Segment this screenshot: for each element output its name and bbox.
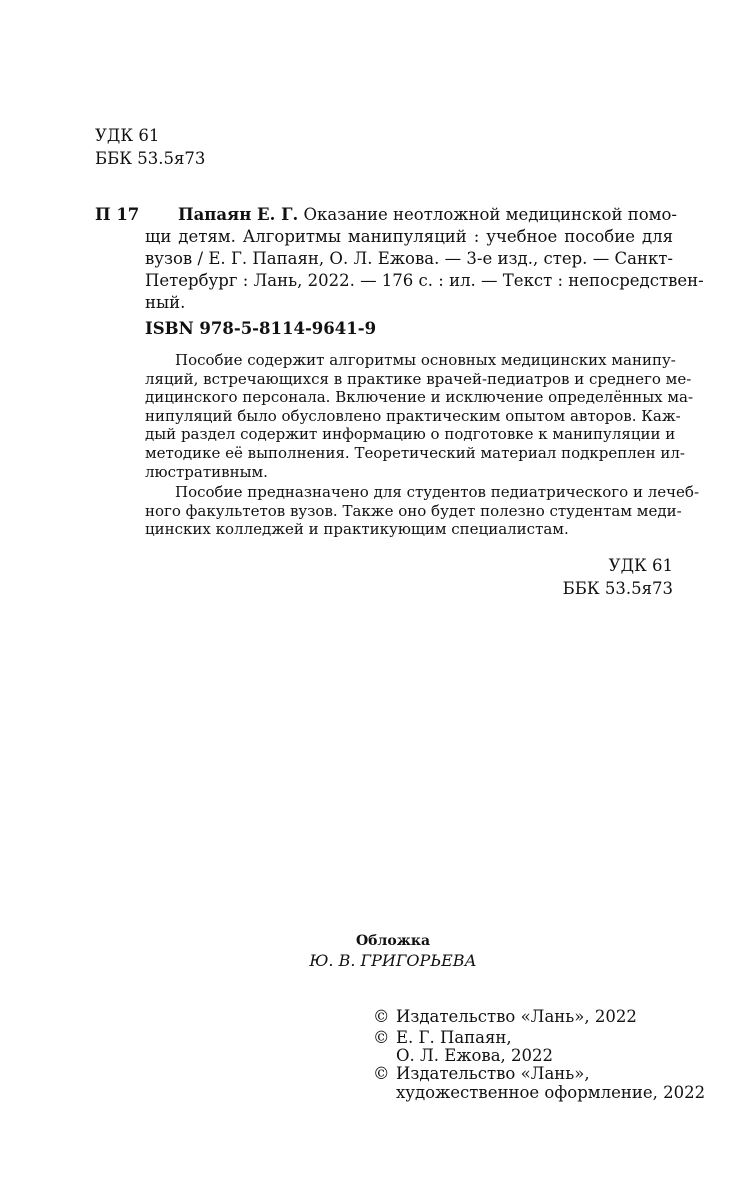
annotation-line: ляций, встречающихся в практике врачей-педиатров и среднего ме- (145, 369, 692, 388)
copyright-icon: © (373, 1007, 390, 1026)
catalog-continuation (145, 227, 704, 312)
copyright-line-4: Издательство «Лань», (396, 1064, 590, 1083)
catalog-title-start: Оказание неотложной медицинской помо- (303, 205, 677, 224)
copyright-line-5: художественное оформление, 2022 (396, 1083, 706, 1102)
cover-label: Обложка (355, 933, 431, 949)
bottom-bbk: ББК 53.5я73 (562, 579, 673, 598)
cover-designer: Ю. В. ГРИГОРЬЕВА (309, 951, 477, 970)
annotation-line: дый раздел содержит информацию о подготовке к манипуляции и (145, 425, 676, 444)
isbn: ISBN 978-5-8114-9641-9 (145, 319, 377, 338)
catalog-line-4: Петербург : Лань, 2022. — 176 с. : ил. — Текст : непосредствен- (145, 271, 704, 290)
annotation-paragraph-2 (145, 483, 700, 539)
catalog-code: П 17 (95, 205, 140, 224)
top-udk: УДК 61 (95, 126, 160, 145)
catalog-author: Папаян Е. Г. (178, 205, 299, 224)
bottom-udk: УДК 61 (608, 556, 673, 575)
catalog-line-2: щи детям. Алгоритмы манипуляций : учебное пособие для (145, 227, 673, 246)
catalog-line-3: вузов / Е. Г. Папаян, О. Л. Ежова. — 3-е изд., стер. — Санкт- (145, 249, 673, 268)
annotation-line: методике её выполнения. Теоретический материал подкреплен ил- (145, 443, 685, 462)
annotation-line: дицинского персонала. Включение и исключение определённых ма- (145, 388, 694, 407)
copyright-line-2: Е. Г. Папаян, (396, 1028, 512, 1047)
catalog-line-5: ный. (145, 293, 186, 312)
annotation-line: цинских колледжей и практикующим специалистам. (145, 520, 569, 539)
top-bbk: ББК 53.5я73 (95, 149, 206, 168)
annotation-line: нипуляций было обусловлено практическим опытом авторов. Каж- (145, 406, 681, 425)
copyright-icon: © (373, 1028, 390, 1047)
annotation-line: Пособие предназначено для студентов педиатрического и лечеб- (175, 483, 700, 501)
annotation-paragraph-1 (145, 351, 694, 481)
catalog-line-1 (178, 205, 677, 224)
annotation-line: люстративным. (145, 462, 268, 481)
copyright-icon: © (373, 1064, 390, 1083)
copyright-line-3: О. Л. Ежова, 2022 (396, 1046, 554, 1065)
annotation-line: ного факультетов вузов. Также оно будет полезно студентам меди- (145, 501, 682, 520)
catalog-entry (178, 205, 677, 224)
copyright-line-1: Издательство «Лань», 2022 (396, 1007, 637, 1026)
annotation-line: Пособие содержит алгоритмы основных медицинских манипу- (175, 351, 676, 369)
